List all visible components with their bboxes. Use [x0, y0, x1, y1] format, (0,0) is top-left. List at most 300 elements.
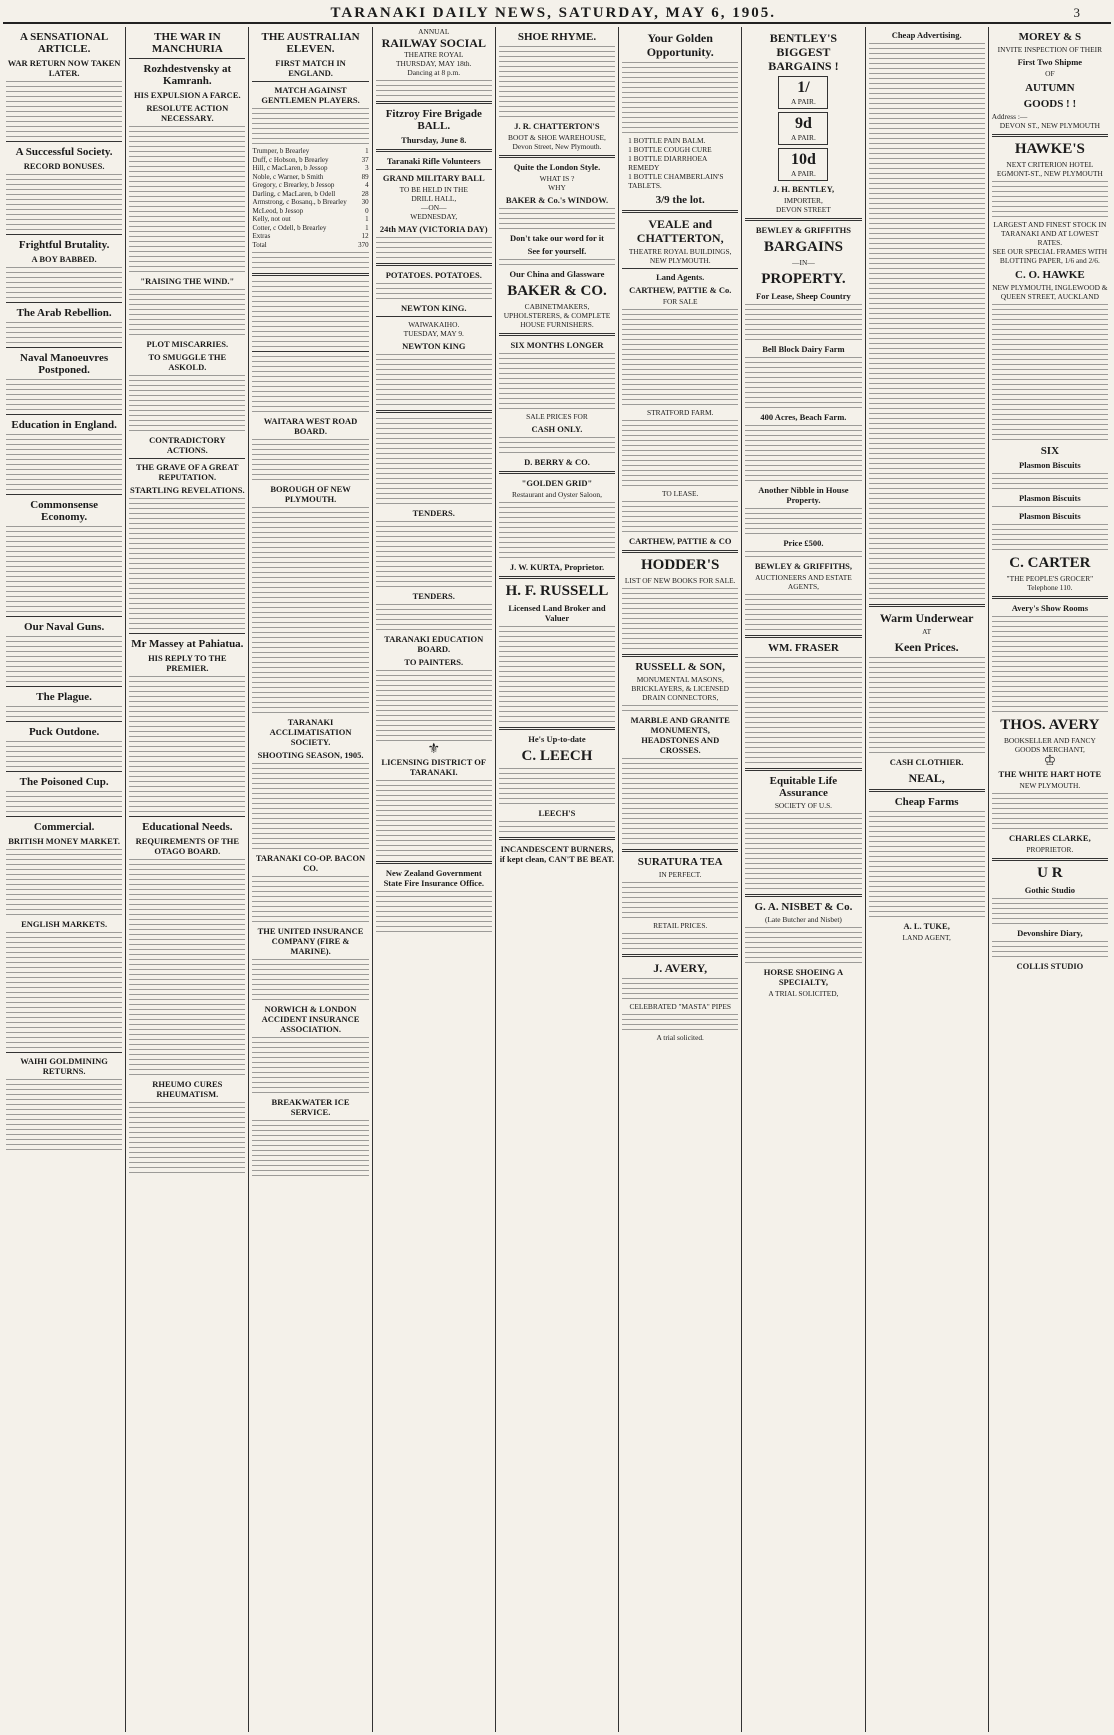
ad-chatterton: J. R. CHATTERTON'S [514, 121, 600, 131]
headline-war-manchuria: THE WAR IN MANCHURIA [151, 31, 223, 55]
ad-devon-street: Devon Street, New Plymouth. [512, 142, 602, 151]
notice-acclimatisation: TARANAKI ACCLIMATISATION SOCIETY. [269, 717, 352, 747]
runs: 1 [365, 147, 369, 155]
ad-fitzroy-ball: Fitzroy Fire Brigade BALL. [385, 108, 482, 132]
ad-bottle-item: 1 BOTTLE CHAMBERLAIN'S TABLETS. [628, 172, 724, 190]
ad-golden-opportunity: Your Golden Opportunity. [646, 31, 714, 59]
article-text [129, 288, 245, 336]
ad-fitzroy-date: Thursday, June 8. [401, 135, 467, 145]
runs: 3 [365, 164, 369, 172]
headline-australian-eleven: THE AUSTRALIAN ELEVEN. [261, 31, 360, 55]
batsman: Darling, c MacLaren, b Odell [252, 189, 336, 198]
notice-breakwater-ice: BREAKWATER ICE SERVICE. [271, 1097, 350, 1117]
notice-text [252, 762, 368, 850]
runs: 4 [365, 181, 369, 189]
ad-newton-king: NEWTON KING. [401, 303, 467, 313]
ad-railway-social [376, 27, 492, 77]
ad-restaurant: Restaurant and Oyster Saloon, [512, 490, 602, 499]
headline-commonsense-economy: Commonsense Economy. [30, 499, 99, 523]
notice-text [376, 417, 492, 505]
article-text [6, 80, 122, 138]
headline-contradictory-actions: CONTRADICTORY ACTIONS. [149, 435, 226, 455]
ad-morey: MOREY & S [1018, 31, 1082, 43]
ad-nisbet: G. A. NISBET & Co. [754, 901, 853, 913]
runs: 0 [365, 206, 369, 215]
ad-sheep-country: For Lease, Sheep Country [756, 291, 851, 301]
ad-veale-chatterton: VEALE and CHATTERTON, [636, 217, 724, 245]
column-2 [126, 27, 249, 1732]
price-unit: A PAIR. [791, 97, 816, 106]
ad-hf-russell: H. F. RUSSELL [505, 583, 609, 599]
notice-text [376, 520, 492, 588]
ad-on: —ON— [421, 203, 447, 212]
headline-massey-pahiatua: Mr Massey at Pahiatua. [131, 638, 244, 650]
ad-text [622, 757, 738, 845]
headline-waihi-returns: WAIHI GOLDMINING RETURNS. [20, 1056, 108, 1076]
article-text [129, 125, 245, 273]
ad-land-agent: LAND AGENT, [902, 933, 951, 942]
ad-text [992, 472, 1108, 490]
ad-nz-fire-insurance: New Zealand Government State Fire Insurance Office. [383, 868, 484, 888]
ad-why: WHY [548, 183, 566, 192]
ad-cheap-advertising: Cheap Advertising. [891, 30, 962, 40]
ad-bottle-item: 1 BOTTLE PAIN BALM. [628, 136, 706, 145]
ad-education-board: TARANAKI EDUCATION BOARD. [384, 634, 484, 654]
ad-kurta: J. W. KURTA, Proprietor. [509, 562, 605, 572]
batsman: Hill, c MacLaren, b Jessop [252, 164, 328, 172]
ad-shoe-warehouse: BOOT & SHOE WAREHOUSE, [508, 133, 606, 142]
ad-text [376, 353, 492, 406]
classified-text [992, 303, 1108, 441]
ad-text [622, 977, 738, 1000]
article-text [6, 173, 122, 231]
headline-successful-society: A Successful Society. [15, 146, 113, 158]
price-box [778, 148, 828, 181]
ad-hawke-egmont: EGMONT-ST., NEW PLYMOUTH [996, 169, 1103, 178]
ad-text [622, 881, 738, 919]
ad-dancing: Dancing at 8 p.m. [407, 68, 461, 77]
article-text [129, 374, 245, 432]
ad-text [622, 704, 738, 712]
subhead-gentlemen-players: MATCH AGAINST GENTLEMEN PLAYERS. [261, 85, 360, 105]
batsman: Gregory, c Brearley, b Jessop [252, 181, 335, 189]
ad-text [376, 890, 492, 933]
ad-text [499, 45, 615, 118]
ad-to-lease: TO LEASE. [662, 489, 699, 498]
ad-drill-hall: DRILL HALL, [411, 194, 457, 203]
ad-charles-clarke: CHARLES CLARKE, [1009, 833, 1091, 843]
subhead-money-market: BRITISH MONEY MARKET. [8, 836, 120, 846]
batsman: McLeod, b Jessop [252, 206, 304, 215]
score-row [252, 164, 368, 173]
ad-text [622, 587, 738, 650]
ad-horse-shoeing: HORSE SHOEING A SPECIALTY, [763, 967, 844, 987]
ad-d-berry: D. BERRY & CO. [524, 457, 590, 467]
ad-keen-prices: Keen Prices. [894, 640, 959, 654]
ad-wm-fraser: WM. FRASER [767, 642, 839, 654]
ad-property: PROPERTY. [761, 271, 846, 287]
ad-six: SIX [1040, 445, 1060, 457]
ad-text [745, 926, 861, 964]
price-box [778, 76, 828, 109]
notice-shooting-season: SHOOTING SEASON, 1905. [257, 750, 364, 760]
ad-suratura: SURATURA TEA [637, 856, 723, 868]
total-runs: 370 [358, 240, 369, 249]
ad-text [745, 593, 861, 631]
ad-victoria-day: 24th MAY (VICTORIA DAY) [379, 224, 488, 234]
ad-text [622, 500, 738, 533]
ad-text [499, 625, 615, 723]
masthead [3, 4, 1111, 24]
ad-text [745, 656, 861, 764]
ad-rifle-volunteers: Taranaki Rifle Volunteers [386, 156, 481, 166]
ad-land-agents: Land Agents. [656, 272, 705, 282]
ad-text [745, 356, 861, 409]
column-9 [989, 27, 1111, 1732]
article-text [6, 525, 122, 613]
ad-for-sale: FOR SALE [662, 297, 698, 306]
ad-marble: MARBLE AND GRANITE MONUMENTS, HEADSTONES AND CROSSES. [630, 715, 730, 755]
ad-theatre-buildings: THEATRE ROYAL BUILDINGS, NEW PLYMOUTH. [628, 247, 732, 265]
ad-at: AT [922, 627, 932, 636]
ad-in: —IN— [792, 258, 815, 267]
runs: 30 [361, 198, 369, 206]
price-value: 10d [790, 151, 816, 168]
ad-text [745, 550, 861, 558]
column-5 [496, 27, 619, 1732]
ad-bookseller: BOOKSELLER AND FANCY GOODS MERCHANT, [1003, 736, 1096, 754]
ad-warm-underwear: Warm Underwear [879, 611, 974, 625]
notice-text [376, 603, 492, 631]
ad-importer: IMPORTER, [784, 196, 823, 205]
ad-white-hart: THE WHITE HART HOTE [998, 769, 1102, 779]
headline-plague: The Plague. [36, 691, 92, 703]
ad-bottle-item: 1 BOTTLE COUGH CURE [628, 145, 712, 154]
ad-tuesday: TUESDAY, MAY 9. [403, 329, 464, 338]
ad-hodder-sub: LIST OF NEW BOOKS FOR SALE. [624, 576, 736, 585]
ad-in-perfect: IN PERFECT. [658, 870, 702, 879]
runs: 1 [365, 215, 369, 223]
ad-newton-king-2: NEWTON KING [402, 341, 466, 351]
ad-price-500: Price £500. [783, 538, 824, 548]
ad-up-to-date: He's Up-to-date [528, 734, 586, 744]
column-4 [373, 27, 496, 1732]
score-row [252, 147, 368, 156]
batsman: Armstrong, c Bosanq., b Brearley [252, 198, 347, 206]
article-text [129, 497, 245, 630]
ad-ur: U R [1037, 865, 1063, 881]
score-row [252, 232, 368, 241]
ad-goods: GOODS ! ! [1023, 98, 1077, 110]
ad-annual: ANNUAL [418, 27, 450, 36]
article-text [6, 635, 122, 683]
ad-avery-show-rooms: Avery's Show Rooms [1011, 603, 1089, 613]
ad-text [622, 932, 738, 950]
ad-beach-farm: 400 Acres, Beach Farm. [760, 412, 847, 422]
ad-thos-avery: THOS. AVERY [1000, 717, 1100, 733]
ad-nibble: Another Nibble in House Property. [758, 485, 849, 505]
ad-text [376, 282, 492, 300]
ad-text [745, 507, 861, 535]
classified-text [869, 42, 985, 600]
subhead-boy-babbed: A BOY BABBED. [31, 254, 97, 264]
price-unit: A PAIR. [791, 169, 816, 178]
ad-plasmon-2: Plasmon Biscuits [1019, 493, 1081, 503]
article-text [6, 740, 122, 768]
notice-text [252, 355, 368, 413]
ad-c-leech: C. LEECH [521, 748, 593, 764]
ad-wednesday: WEDNESDAY, [410, 212, 458, 221]
ad-text [376, 79, 492, 97]
ad-hawke: HAWKE'S [1014, 141, 1085, 157]
headline-grave-reputation: THE GRAVE OF A GREAT REPUTATION. [136, 462, 239, 482]
ad-land-broker: Licensed Land Broker and Valuer [508, 603, 606, 623]
ad-text [992, 792, 1108, 830]
ad-china: Our China and Glassware [509, 269, 605, 279]
ad-text [992, 615, 1108, 713]
ad-cash-clothier: CASH CLOTHIER. [889, 757, 964, 767]
ad-carthew-2: CARTHEW, PATTIE & CO [628, 536, 732, 546]
article-text [6, 931, 122, 1049]
article-text [6, 790, 122, 813]
headline-naval-guns: Our Naval Guns. [24, 621, 105, 633]
score-row [252, 215, 368, 224]
score-row [252, 224, 368, 233]
ad-date: THURSDAY, MAY 18th. [396, 59, 472, 68]
columns [3, 27, 1111, 1732]
ad-text [992, 940, 1108, 958]
ad-text [869, 810, 985, 918]
price-value: 1/ [797, 79, 810, 96]
ad-masta-pipes: CELEBRATED "MASTA" PIPES [629, 1002, 731, 1011]
batsman: Trumper, b Brearley [252, 147, 310, 155]
ad-six-months: SIX MONTHS LONGER [510, 340, 604, 350]
notice-waitara-west: WAITARA WEST ROAD BOARD. [263, 416, 358, 436]
score-row [252, 181, 368, 190]
article-text [129, 675, 245, 813]
notice-united-insurance: THE UNITED INSURANCE COMPANY (FIRE & MARINE). [257, 926, 364, 956]
headline-frightful-brutality: Frightful Brutality. [18, 239, 110, 251]
ad-text [499, 352, 615, 410]
ad-co-hawke-sub: NEW PLYMOUTH, INGLEWOOD & QUEEN STREET, AUCKLAND [992, 283, 1108, 301]
ad-text [992, 180, 1108, 218]
masthead-title: TARANAKI DAILY NEWS, SATURDAY, MAY 6, 1905. [330, 4, 776, 21]
ad-bewley-griffiths: BEWLEY & GRIFFITHS [755, 225, 851, 235]
headline-puck-outdone: Puck Outdone. [28, 726, 100, 738]
notice-norwich-london: NORWICH & LONDON ACCIDENT INSURANCE ASSOCIATION. [261, 1004, 360, 1034]
ad-text [622, 61, 738, 134]
ad-text [499, 258, 615, 266]
ad-cabinet: CABINETMAKERS, UPHOLSTERERS, & COMPLETE HOUSE FURNISHERS. [503, 302, 611, 329]
column-8 [866, 27, 989, 1732]
ad-autumn: AUTUMN [1025, 82, 1075, 94]
ad-waiwakaiho: WAIWAKAIHO. [408, 320, 460, 329]
notice-bacon-co: TARANAKI CO-OP. BACON CO. [255, 853, 366, 873]
ad-bell-block: Bell Block Dairy Farm [762, 344, 845, 354]
ad-hawke-next: NEXT CRITERION HOTEL [1006, 160, 1094, 169]
ad-bottle-item: 1 BOTTLE DIARRHOEA REMEDY [628, 154, 707, 172]
ad-what-is: WHAT IS ? [539, 174, 575, 183]
headline-arab-rebellion: The Arab Rebellion. [16, 307, 112, 319]
ad-neal: NEAL, [908, 771, 945, 785]
ad-text [992, 897, 1108, 925]
ad-trial: A trial solicited. [656, 1033, 704, 1042]
notice-text [252, 506, 368, 714]
batsman: Kelly, not out [252, 215, 291, 223]
ad-tenders-2: TENDERS. [412, 591, 455, 601]
price-box [778, 112, 828, 145]
ad-nisbet-sub: (Late Butcher and Nisbet) [764, 915, 842, 924]
column-6 [619, 27, 742, 1732]
ad-devon-st: DEVON STREET [776, 205, 831, 214]
notice-text [376, 779, 492, 857]
headline-raising-wind: "RAISING THE WIND." [140, 276, 235, 286]
ad-hawke-sub: LARGEST AND FINEST STOCK IN TARANAKI AND AT LOWEST RATES. [993, 220, 1107, 247]
score-row [252, 198, 368, 207]
total-label: Total [252, 240, 267, 249]
ad-potatoes: POTATOES. POTATOES. [385, 270, 482, 280]
ad-bargains: BARGAINS [763, 239, 844, 255]
ad-devon-np: DEVON ST., NEW PLYMOUTH [999, 121, 1100, 130]
article-text [6, 266, 122, 299]
article-text [6, 848, 122, 916]
ad-to-painters: TO PAINTERS. [404, 657, 464, 667]
ad-retail-prices: RETAIL PRICES. [653, 921, 708, 930]
ad-trial-solicited: A TRIAL SOLICITED, [768, 989, 839, 998]
ad-3-9-lot: 3/9 the lot. [655, 194, 705, 206]
runs: 28 [361, 189, 369, 198]
ad-held: TO BE HELD IN THE [399, 185, 468, 194]
ad-dont-take: Don't take our word for it [510, 233, 604, 243]
ad-proprietor: PROPRIETOR. [1026, 845, 1074, 854]
ad-white-hart-np: NEW PLYMOUTH. [1019, 781, 1081, 790]
article-text [6, 378, 122, 411]
price-unit: A PAIR. [791, 133, 816, 142]
ad-bottle-list [622, 136, 738, 190]
subhead-reply-premier: HIS REPLY TO THE PREMIER. [148, 653, 227, 673]
subhead-record-bonuses: RECORD BONUSES. [23, 161, 105, 171]
notice-borough: BOROUGH OF NEW PLYMOUTH. [270, 484, 351, 504]
subhead-smuggle-askold: TO SMUGGLE THE ASKOLD. [148, 352, 227, 372]
ad-hodder: HODDER'S [641, 557, 720, 573]
article-text [6, 1078, 122, 1151]
batsman: Duff, c Hobson, b Brearley [252, 155, 329, 164]
ad-russell-sub: MONUMENTAL MASONS, BRICKLAYERS, & LICENSED DRAIN CONNECTORS, [631, 675, 730, 702]
runs: 89 [361, 172, 369, 181]
article-text [129, 858, 245, 1076]
article-text [252, 251, 368, 269]
runs: 37 [361, 155, 369, 164]
ad-russell-son: RUSSELL & SON, [635, 661, 725, 673]
ad-bentley-bargains: BENTLEY'S BIGGEST BARGAINS ! [768, 31, 839, 73]
notice-text [376, 669, 492, 742]
subhead-startling: STARTLING REVELATIONS. [130, 485, 245, 495]
ad-of: OF [1045, 69, 1055, 78]
ad-address: Address :— [991, 112, 1028, 121]
ad-leechs: LEECH'S [538, 808, 576, 818]
price-value: 9d [794, 115, 812, 132]
batsman: Noble, c Warner, b Smith [252, 172, 324, 181]
notice-text [252, 958, 368, 1001]
notice-text [252, 1036, 368, 1094]
ad-j-avery: J. AVERY, [653, 961, 708, 975]
ad-text [745, 812, 861, 890]
ad-cash-only: CASH ONLY. [531, 424, 583, 434]
batsman: Extras [252, 232, 271, 240]
ad-co-hawke: C. O. HAWKE [1015, 269, 1085, 281]
score-row [252, 156, 368, 165]
notice-text [252, 875, 368, 923]
ad-golden-grid: "GOLDEN GRID" [521, 478, 593, 488]
ad-hawke-note: SEE OUR SPECIAL FRAMES WITH BLOTTING PAPER, 1/6 and 2/6. [992, 247, 1108, 265]
page-number: 3 [1073, 5, 1081, 20]
price-boxes [745, 76, 861, 181]
crest-icon: ⚜ [427, 742, 441, 757]
ad-peoples-grocer: "THE PEOPLE'S GROCER" [1006, 574, 1094, 583]
ad-baker-window: BAKER & Co.'s WINDOW. [505, 195, 609, 205]
column-7 [742, 27, 865, 1732]
notice-text [252, 280, 368, 348]
ad-text [499, 767, 615, 805]
ad-bewley-griffiths-2: BEWLEY & GRIFFITHS, [754, 561, 853, 571]
notice-text [252, 438, 368, 481]
article-text [129, 1101, 245, 1174]
article-text [252, 107, 368, 145]
ad-collis-studio: COLLIS STUDIO [1016, 961, 1084, 971]
headline-plot-miscarries: PLOT MISCARRIES. [146, 339, 229, 349]
ad-cheap-farms: Cheap Farms [894, 796, 959, 808]
subhead-english-markets: ENGLISH MARKETS. [21, 919, 108, 929]
ad-plasmon: Plasmon Biscuits [1019, 460, 1081, 470]
ad-licensing: LICENSING DISTRICT OF TARANAKI. [381, 757, 487, 777]
article-text [6, 433, 122, 491]
ad-devonshire-diary: Devonshire Diary, [1017, 928, 1083, 938]
ad-text [499, 207, 615, 230]
ad-text [745, 303, 861, 341]
subhead-otago-board: REQUIREMENTS OF THE OTAGO BOARD. [135, 836, 240, 856]
ad-carthew: CARTHEW, PATTIE & Co. [629, 285, 732, 295]
column-1 [3, 27, 126, 1732]
headline-naval-manoeuvres: Naval Manoeuvres Postponed. [20, 352, 109, 376]
headline-sensational: A SENSATIONAL ARTICLE. [20, 31, 109, 55]
article-text [6, 321, 122, 344]
subhead-expulsion-farce: HIS EXPULSION A FARCE. [134, 90, 241, 100]
headline-poisoned-cup: The Poisoned Cup. [19, 776, 109, 788]
headline-rheumo: RHEUMO CURES RHEUMATISM. [152, 1079, 223, 1099]
runs: 1 [365, 223, 369, 232]
score-row [252, 173, 368, 182]
notice-text [252, 1119, 368, 1177]
ad-invite: INVITE INSPECTION OF THEIR [997, 45, 1103, 54]
ad-plasmon-3: Plasmon Biscuits [1019, 511, 1081, 521]
ad-text [499, 820, 615, 833]
ad-tenders: TENDERS. [412, 508, 455, 518]
ad-jh-bentley: J. H. BENTLEY, [772, 184, 835, 194]
headline-education-england: Education in England. [11, 419, 117, 431]
ad-railway-title: RAILWAY SOCIAL [381, 36, 486, 50]
ad-incandescent: INCANDESCENT BURNERS, if kept clean, CAN'T BE BEAT. [499, 844, 615, 864]
headline-educational-needs: Educational Needs. [142, 821, 233, 833]
scorecard [252, 147, 368, 249]
ad-auctioneers: AUCTIONEERS AND ESTATE AGENTS, [755, 573, 852, 591]
ad-shoe-rhyme: SHOE RHYME. [517, 31, 597, 43]
ad-see-yourself: See for yourself. [527, 246, 587, 256]
ad-theatre: THEATRE ROYAL [404, 50, 464, 59]
ad-text [992, 523, 1108, 551]
ad-c-carter: C. CARTER [1009, 555, 1091, 571]
ad-text [622, 1013, 738, 1031]
ad-gothic-studio: Gothic Studio [1024, 885, 1076, 895]
